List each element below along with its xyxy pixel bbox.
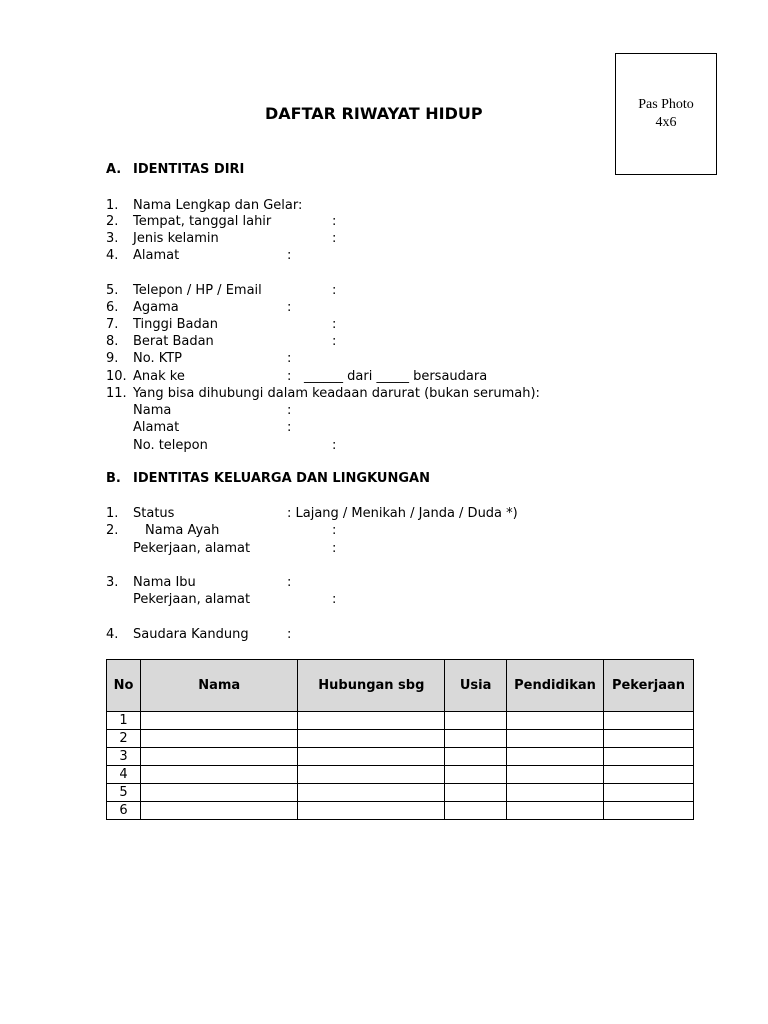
- row-number: 4: [107, 766, 141, 784]
- colon: :: [332, 231, 337, 246]
- cell-usia[interactable]: [445, 748, 507, 766]
- row-num: 4.: [106, 248, 119, 263]
- field-label-status: Status: [133, 506, 175, 521]
- field-label-jenis-kelamin: Jenis kelamin: [133, 231, 219, 246]
- cell-hubungan[interactable]: [298, 766, 445, 784]
- colon: :: [332, 214, 337, 229]
- row-num: 2.: [106, 523, 119, 538]
- cell-pekerjaan[interactable]: [604, 766, 694, 784]
- field-label-nama-lengkap: Nama Lengkap dan Gelar:: [133, 198, 303, 213]
- field-label-saudara-kandung: Saudara Kandung: [133, 627, 249, 642]
- colon: :: [287, 403, 292, 418]
- field-label-pekerjaan-ibu: Pekerjaan, alamat: [133, 592, 251, 607]
- cell-usia[interactable]: [445, 766, 507, 784]
- field-label-alamat: Alamat: [133, 248, 180, 263]
- field-label-darurat-alamat: Alamat: [133, 420, 180, 435]
- colon: :: [287, 248, 292, 263]
- row-num: 3.: [106, 231, 119, 246]
- section-a-letter: A.: [106, 162, 122, 177]
- field-value-anak-ke: ______ dari _____ bersaudara: [304, 369, 488, 384]
- cell-nama[interactable]: [140, 712, 298, 730]
- photo-label-line1: Pas Photo: [638, 97, 694, 112]
- cell-pendidikan[interactable]: [507, 748, 604, 766]
- row-num: 10.: [106, 369, 127, 384]
- table-row: [107, 712, 694, 730]
- row-num: 2.: [106, 214, 119, 229]
- cell-nama[interactable]: [140, 784, 298, 802]
- cell-nama[interactable]: [140, 730, 298, 748]
- field-label-nama-ayah: Nama Ayah: [145, 523, 220, 538]
- colon: :: [287, 627, 292, 642]
- cell-usia[interactable]: [445, 802, 507, 820]
- col-header-usia: Usia: [445, 660, 507, 712]
- field-value-status-options: : Lajang / Menikah / Janda / Duda *): [287, 506, 518, 521]
- colon: :: [287, 300, 292, 315]
- colon: :: [332, 523, 337, 538]
- field-label-tempat-tanggal-lahir: Tempat, tanggal lahir: [133, 214, 272, 229]
- field-label-agama: Agama: [133, 300, 179, 315]
- table-row: [107, 802, 694, 820]
- col-header-pekerjaan: Pekerjaan: [604, 660, 694, 712]
- photo-label-line2: 4x6: [655, 115, 677, 130]
- col-header-pendidikan: Pendidikan: [507, 660, 604, 712]
- field-label-tinggi-badan: Tinggi Badan: [133, 317, 218, 332]
- saudara-kandung-table: [106, 659, 694, 820]
- row-num: 4.: [106, 627, 119, 642]
- table-row: [107, 730, 694, 748]
- section-b-letter: B.: [106, 471, 121, 486]
- row-num: 1.: [106, 506, 119, 521]
- col-header-hubungan: Hubungan sbg: [298, 660, 445, 712]
- cell-hubungan[interactable]: [298, 748, 445, 766]
- cell-usia[interactable]: [445, 784, 507, 802]
- cell-hubungan[interactable]: [298, 802, 445, 820]
- field-label-telepon: Telepon / HP / Email: [133, 283, 262, 298]
- cell-pendidikan[interactable]: [507, 730, 604, 748]
- cell-nama[interactable]: [140, 766, 298, 784]
- colon: :: [332, 317, 337, 332]
- field-label-kontak-darurat: Yang bisa dihubungi dalam keadaan darurat (bukan serumah):: [133, 386, 540, 401]
- cell-pendidikan[interactable]: [507, 784, 604, 802]
- row-number: 2: [107, 730, 141, 748]
- field-label-pekerjaan-ayah: Pekerjaan, alamat: [133, 541, 251, 556]
- colon: :: [287, 351, 292, 366]
- cell-hubungan[interactable]: [298, 730, 445, 748]
- row-number: 1: [107, 712, 141, 730]
- col-header-nama: Nama: [140, 660, 298, 712]
- section-a-title: IDENTITAS DIRI: [133, 162, 245, 177]
- colon: :: [287, 575, 292, 590]
- field-label-anak-ke: Anak ke: [133, 369, 185, 384]
- colon: :: [332, 334, 337, 349]
- field-label-darurat-nama: Nama: [133, 403, 172, 418]
- table-row: [107, 748, 694, 766]
- row-num: 6.: [106, 300, 119, 315]
- row-num: 1.: [106, 198, 119, 213]
- cell-hubungan[interactable]: [298, 712, 445, 730]
- cell-pekerjaan[interactable]: [604, 784, 694, 802]
- row-num: 8.: [106, 334, 119, 349]
- cell-pekerjaan[interactable]: [604, 802, 694, 820]
- field-label-berat-badan: Berat Badan: [133, 334, 214, 349]
- row-num: 7.: [106, 317, 119, 332]
- colon: :: [332, 592, 337, 607]
- table-row: [107, 766, 694, 784]
- table-row: [107, 784, 694, 802]
- document-title: DAFTAR RIWAYAT HIDUP: [265, 104, 483, 123]
- row-num: 5.: [106, 283, 119, 298]
- cell-pekerjaan[interactable]: [604, 712, 694, 730]
- cell-pendidikan[interactable]: [507, 712, 604, 730]
- section-b-title: IDENTITAS KELUARGA DAN LINGKUNGAN: [133, 471, 430, 486]
- field-label-no-ktp: No. KTP: [133, 351, 183, 366]
- row-num: 9.: [106, 351, 119, 366]
- field-label-darurat-telepon: No. telepon: [133, 438, 208, 453]
- col-header-no: No: [107, 660, 141, 712]
- pas-photo-box: [615, 53, 717, 175]
- colon: :: [287, 369, 292, 384]
- row-num: 3.: [106, 575, 119, 590]
- table-header-row: [107, 660, 694, 712]
- cell-pekerjaan[interactable]: [604, 730, 694, 748]
- field-label-nama-ibu: Nama Ibu: [133, 575, 196, 590]
- colon: :: [332, 541, 337, 556]
- cell-nama[interactable]: [140, 802, 298, 820]
- cell-pendidikan[interactable]: [507, 766, 604, 784]
- row-number: 3: [107, 748, 141, 766]
- cell-hubungan[interactable]: [298, 784, 445, 802]
- colon: :: [332, 283, 337, 298]
- row-number: 6: [107, 802, 141, 820]
- cell-usia[interactable]: [445, 712, 507, 730]
- row-number: 5: [107, 784, 141, 802]
- cell-nama[interactable]: [140, 748, 298, 766]
- cell-pekerjaan[interactable]: [604, 748, 694, 766]
- cell-usia[interactable]: [445, 730, 507, 748]
- colon: :: [332, 438, 337, 453]
- cell-pendidikan[interactable]: [507, 802, 604, 820]
- colon: :: [287, 420, 292, 435]
- row-num: 11.: [106, 386, 127, 401]
